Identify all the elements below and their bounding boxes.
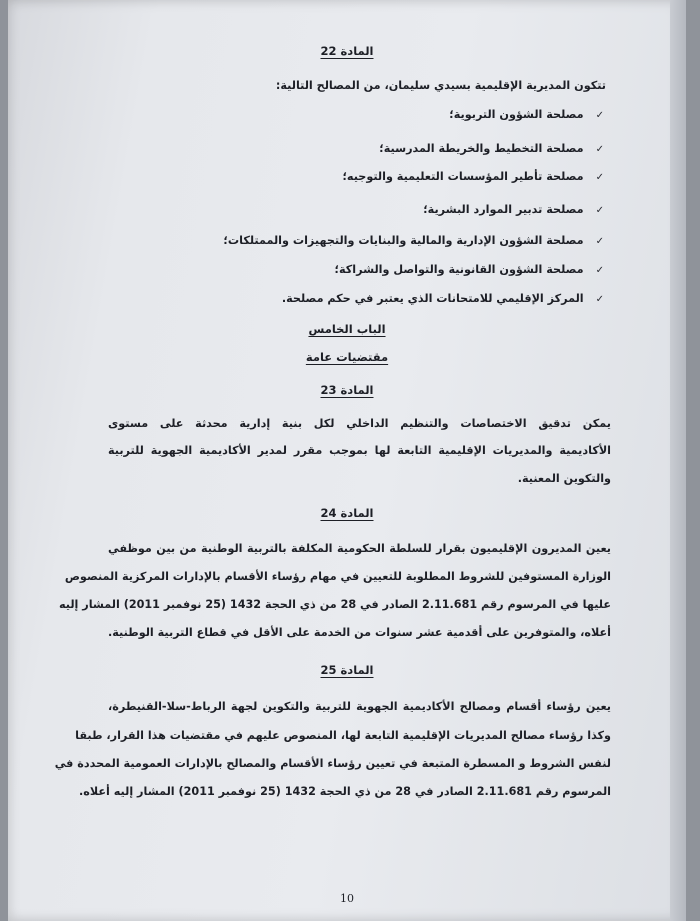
checkmark-icon: ✓: [595, 144, 604, 155]
article-24-line-3: عليها في المرسوم رقم 2.11.681 الصادر في 28 من ذي الحجة 1432 (25 نوفمبر 2011) المشار إليه: [58, 598, 611, 611]
list-item: ✓مصلحة تدبير الموارد البشرية؛: [423, 203, 604, 216]
checkmark-icon: ✓: [595, 265, 604, 276]
list-item: ✓مصلحة تأطير المؤسسات التعليمية والتوجيه؛: [342, 170, 604, 183]
part-5-title: الباب الخامس: [308, 322, 386, 336]
article-25-line-2: وكذا رؤساء مصالح المديريات الإقليمية التابعة لها، المنصوص عليهم في مقتضيات هذا القرار، طبقا: [75, 729, 611, 742]
checkmark-icon: ✓: [595, 110, 604, 121]
checkmark-icon: ✓: [595, 205, 604, 216]
part-5-subtitle: مقتضيات عامة: [305, 350, 389, 364]
article-24-line-2: الوزارة المستوفين للشروط المطلوبة للتعيين في مهام رؤساء الأقسام بالإدارات المركزية المنصوص: [64, 570, 611, 583]
article-24-line-1: يعين المديرون الإقليميون بقرار للسلطة الحكومية المكلفة بالتربية الوطنية من بين موظفي: [108, 542, 611, 555]
article-24-title: المادة 24: [320, 506, 374, 520]
article-22-intro: تتكون المديرية الإقليمية بسيدي سليمان، من المصالح التالية:: [275, 79, 606, 92]
article-24-line-4: أعلاه، والمتوفرين على أقدمية عشر سنوات من الخدمة على الأقل في قطاع التربية الوطنية.: [107, 626, 611, 639]
list-item: ✓مصلحة الشؤون الإدارية والمالية والبنايات والتجهيزات والممتلكات؛: [223, 234, 604, 247]
list-item: ✓المركز الإقليمي للامتحانات الذي يعتبر في حكم مصلحة.: [281, 292, 604, 305]
page-edge: [670, 0, 686, 921]
article-25-line-1: يعين رؤساء أقسام ومصالح الأكاديمية الجهوية للتربية والتكوين لجهة الرباط-سلا-القنيطرة،: [108, 700, 611, 713]
list-item: ✓مصلحة الشؤون التربوية؛: [449, 108, 604, 121]
page-number: 10: [340, 892, 354, 905]
article-23-title: المادة 23: [320, 383, 374, 397]
article-25-line-4: المرسوم رقم 2.11.681 الصادر في 28 من ذي الحجة 1432 (25 نوفمبر 2011) المشار إليه أعلاه.: [79, 785, 611, 798]
checkmark-icon: ✓: [595, 294, 604, 305]
article-25-title: المادة 25: [320, 663, 374, 677]
list-item: ✓مصلحة التخطيط والخريطة المدرسية؛: [379, 142, 604, 155]
article-25-line-3: لنفس الشروط و المسطرة المتبعة في تعيين رؤساء الأقسام والمصالح بالإدارات العمومية المحددة في: [54, 757, 611, 770]
checkmark-icon: ✓: [595, 236, 604, 247]
article-23-line-3: والتكوين المعنية.: [517, 472, 611, 485]
list-item: ✓مصلحة الشؤون القانونية والتواصل والشراكة؛: [334, 263, 604, 276]
article-22-title: المادة 22: [320, 44, 374, 58]
article-23-line-1: يمكن تدقيق الاختصاصات والتنظيم الداخلي لكل بنية إدارية محدثة على مستوى: [108, 417, 611, 430]
article-23-line-2: الأكاديمية والمديريات الإقليمية التابعة لها بموجب مقرر لمدير الأكاديمية الجهوية للتربية: [108, 444, 611, 457]
document-page: [8, 0, 686, 921]
checkmark-icon: ✓: [595, 172, 604, 183]
